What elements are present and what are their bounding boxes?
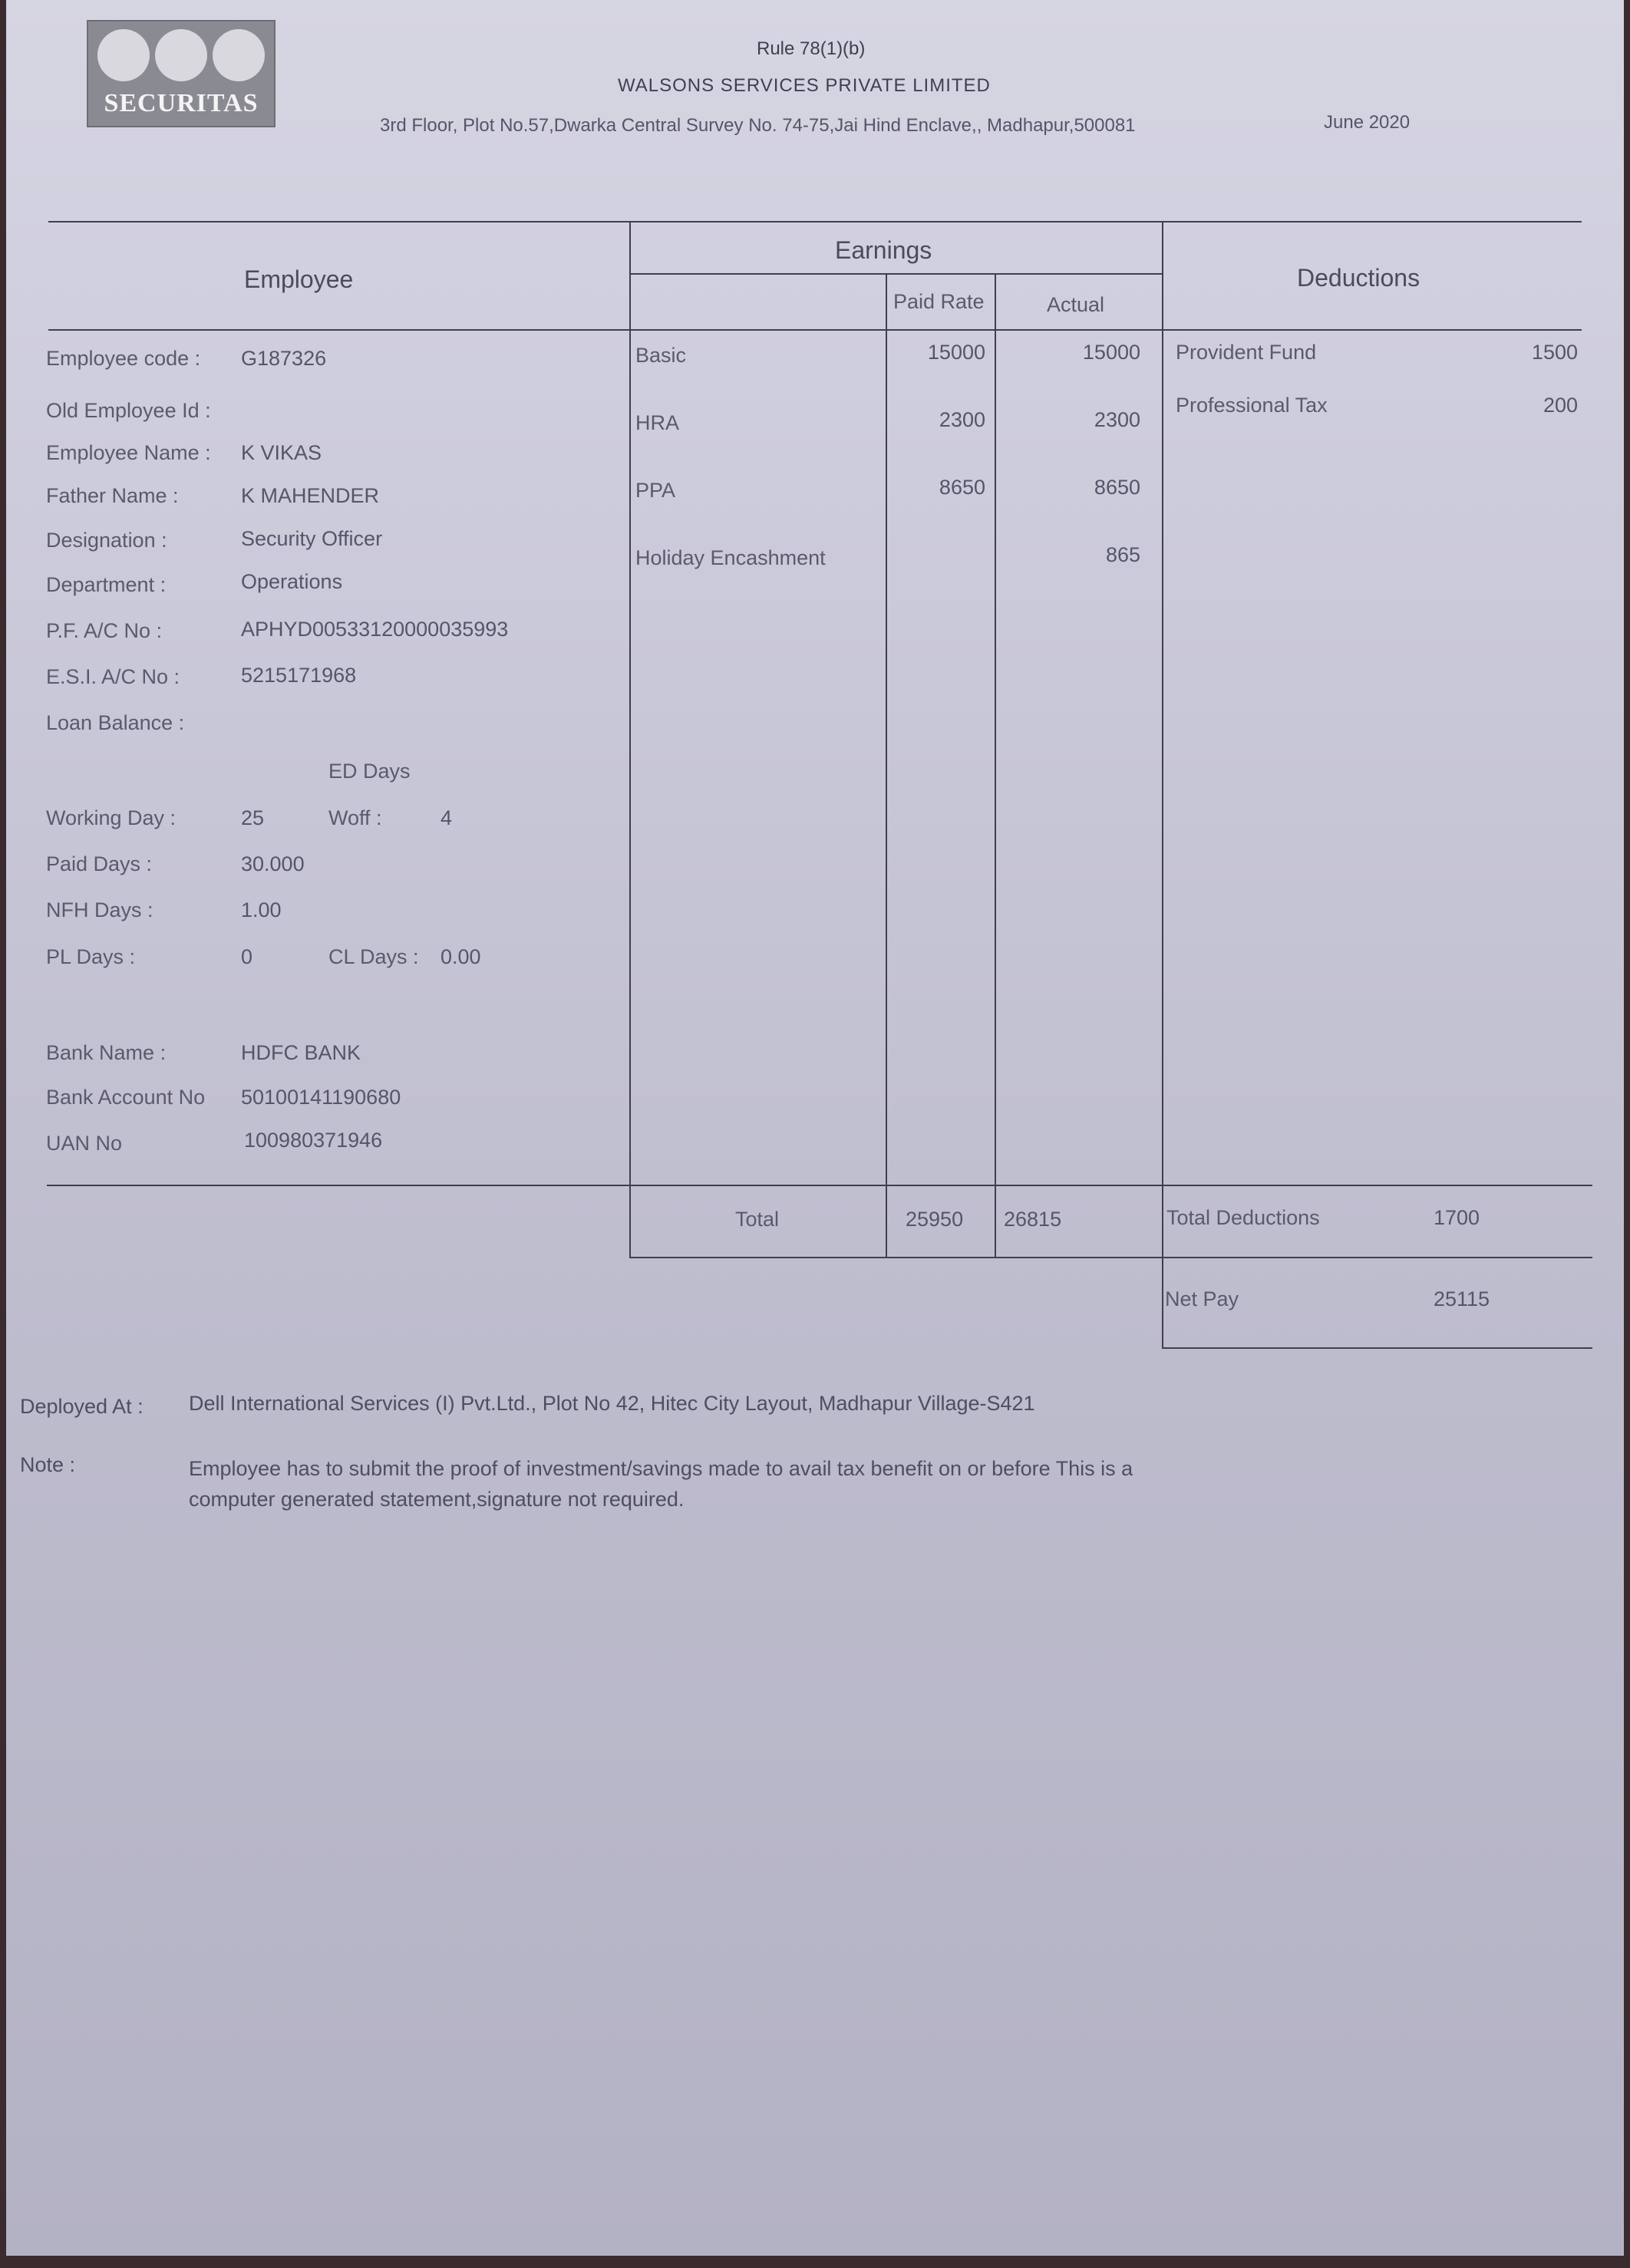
cl-days-label: CL Days : [328, 945, 419, 968]
note-label: Note : [20, 1453, 76, 1476]
earning-basic-paid-rate: 15000 [927, 341, 985, 364]
earning-hra-actual: 2300 [1094, 408, 1140, 431]
earnings-section-title: Earnings [835, 236, 932, 264]
earning-holiday-actual: 865 [1105, 543, 1140, 566]
bank-account-value: 50100141190680 [241, 1086, 401, 1109]
paid-rate-left-border [886, 273, 887, 1258]
bank-name-value: HDFC BANK [241, 1041, 361, 1064]
ed-days-heading: ED Days [328, 760, 411, 783]
employee-section-title: Employee [244, 265, 354, 293]
pl-days-value: 0 [241, 945, 253, 968]
esi-account-value: 5215171968 [241, 664, 357, 687]
woff-value: 4 [440, 806, 453, 829]
payslip-page [6, 0, 1624, 2256]
working-day-label: Working Day : [46, 806, 177, 829]
totals-bottom-rule [631, 1257, 1592, 1258]
old-employee-id-label: Old Employee Id : [46, 399, 211, 422]
total-label: Total [735, 1208, 780, 1231]
employee-code-value: G187326 [241, 347, 327, 370]
pf-account-value: APHYD00533120000035993 [241, 618, 509, 641]
pf-account-label: P.F. A/C No : [46, 619, 163, 642]
netpay-bottom-rule [1162, 1347, 1592, 1349]
earning-holiday-label: Holiday Encashment [635, 546, 826, 569]
designation-label: Designation : [46, 529, 167, 552]
bank-account-label: Bank Account No [46, 1086, 206, 1109]
logo-disc [155, 29, 207, 81]
earning-basic-actual: 15000 [1082, 341, 1140, 364]
earnings-sub-rule [629, 273, 1163, 275]
woff-label: Woff : [328, 806, 382, 829]
earnings-left-border [629, 221, 631, 1258]
total-deductions-label: Total Deductions [1166, 1206, 1320, 1229]
net-pay-label: Net Pay [1165, 1287, 1239, 1310]
uan-label: UAN No [46, 1132, 123, 1155]
designation-value: Security Officer [241, 527, 383, 550]
uan-value: 100980371946 [244, 1129, 383, 1152]
earning-ppa-paid-rate: 8650 [939, 476, 985, 499]
employee-name-value: K VIKAS [241, 441, 322, 464]
securitas-logo [87, 20, 276, 127]
logo-wordmark: SECURITAS [104, 89, 259, 117]
actual-left-border [995, 273, 996, 1258]
deduction-pf-label: Provident Fund [1176, 341, 1317, 364]
deployed-at-value: Dell International Services (I) Pvt.Ltd., Plot No 42, Hitec City Layout, Madhapur Village-S421 [189, 1392, 1035, 1415]
pay-month: June 2020 [1324, 112, 1411, 133]
employee-code-label: Employee code : [46, 347, 201, 370]
employee-name-label: Employee Name : [46, 441, 211, 464]
earning-hra-label: HRA [635, 411, 680, 434]
deduction-ptax-label: Professional Tax [1176, 394, 1328, 417]
father-name-label: Father Name : [46, 484, 179, 507]
esi-account-label: E.S.I. A/C No : [46, 665, 180, 688]
working-day-value: 25 [241, 806, 265, 829]
earning-basic-label: Basic [635, 344, 687, 367]
paid-rate-heading: Paid Rate [893, 290, 985, 313]
total-paid-rate: 25950 [906, 1208, 964, 1231]
cl-days-value: 0.00 [440, 945, 481, 968]
paid-days-value: 30.000 [241, 852, 305, 875]
total-deductions-value: 1700 [1434, 1206, 1480, 1229]
net-pay-value: 25115 [1434, 1287, 1490, 1310]
table-top-rule [48, 221, 1582, 223]
earning-hra-paid-rate: 2300 [939, 408, 985, 431]
earning-ppa-actual: 8650 [1094, 476, 1140, 499]
rule-reference: Rule 78(1)(b) [757, 38, 866, 59]
logo-disc [97, 29, 150, 81]
deductions-left-border [1162, 221, 1163, 1349]
body-bottom-rule [47, 1185, 1592, 1186]
bank-name-label: Bank Name : [46, 1041, 167, 1064]
total-actual: 26815 [1004, 1208, 1062, 1231]
deduction-ptax-amount: 200 [1543, 394, 1578, 417]
earning-ppa-label: PPA [635, 479, 676, 502]
actual-heading: Actual [1047, 293, 1105, 316]
department-label: Department : [46, 573, 167, 596]
deployed-at-label: Deployed At : [20, 1395, 144, 1418]
nfh-days-value: 1.00 [241, 898, 282, 921]
company-address: 3rd Floor, Plot No.57,Dwarka Central Survey No. 74-75,Jai Hind Enclave,, Madhapur,500081 [380, 115, 1136, 136]
company-name: WALSONS SERVICES PRIVATE LIMITED [618, 75, 991, 96]
loan-balance-label: Loan Balance : [46, 711, 185, 734]
pl-days-label: PL Days : [46, 945, 136, 968]
header-bottom-rule [48, 329, 1582, 331]
logo-disc [213, 29, 265, 81]
department-value: Operations [241, 570, 343, 593]
father-name-value: K MAHENDER [241, 484, 380, 507]
deductions-section-title: Deductions [1297, 264, 1420, 292]
nfh-days-label: NFH Days : [46, 898, 153, 921]
deduction-pf-amount: 1500 [1531, 341, 1578, 364]
note-text: Employee has to submit the proof of investment/savings made to avail tax benefit on or before This is a computer generated statement,signature not required. [189, 1457, 1133, 1511]
paid-days-label: Paid Days : [46, 852, 153, 875]
